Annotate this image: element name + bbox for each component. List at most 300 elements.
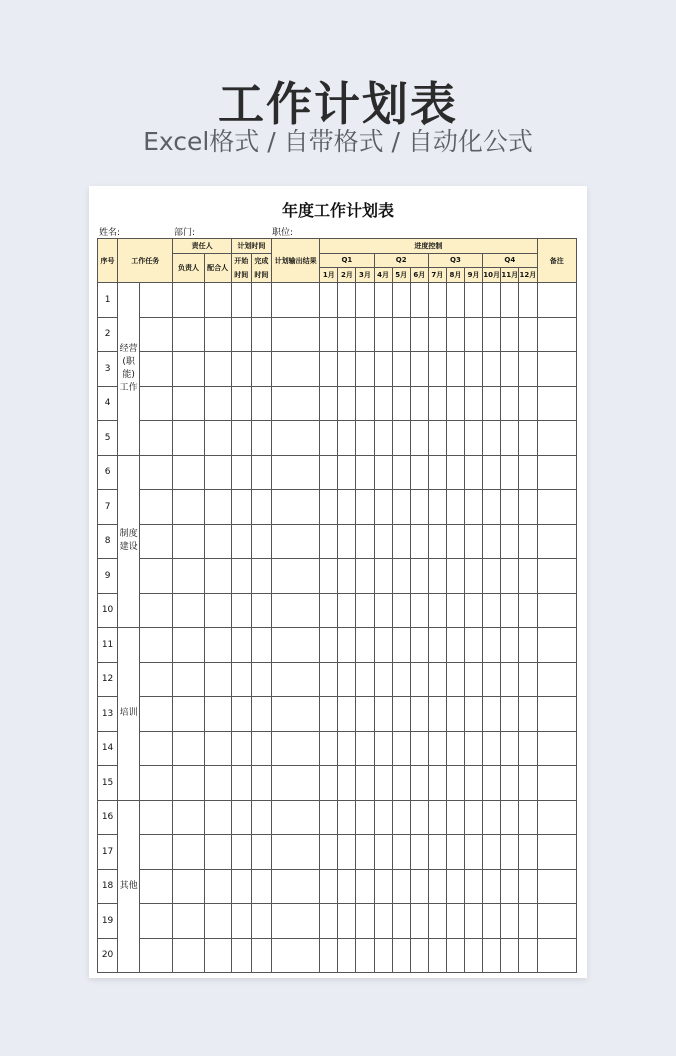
month-cell[interactable] [374, 283, 392, 318]
month-cell[interactable] [446, 628, 464, 663]
month-cell[interactable] [483, 490, 501, 525]
output-cell[interactable] [271, 662, 319, 697]
month-cell[interactable] [338, 869, 356, 904]
month-cell[interactable] [356, 835, 374, 870]
month-cell[interactable] [320, 283, 338, 318]
month-cell[interactable] [392, 455, 410, 490]
month-cell[interactable] [320, 766, 338, 801]
month-cell[interactable] [446, 869, 464, 904]
month-cell[interactable] [392, 352, 410, 387]
month-cell[interactable] [519, 800, 537, 835]
month-cell[interactable] [501, 869, 519, 904]
month-cell[interactable] [338, 559, 356, 594]
month-cell[interactable] [392, 766, 410, 801]
remark-cell[interactable] [537, 731, 576, 766]
lead-cell[interactable] [173, 352, 204, 387]
month-cell[interactable] [519, 697, 537, 732]
month-cell[interactable] [338, 593, 356, 628]
task-cell[interactable] [140, 869, 173, 904]
month-cell[interactable] [446, 766, 464, 801]
assist-cell[interactable] [204, 421, 231, 456]
task-cell[interactable] [140, 593, 173, 628]
month-cell[interactable] [410, 283, 428, 318]
task-cell[interactable] [140, 559, 173, 594]
output-cell[interactable] [271, 697, 319, 732]
lead-cell[interactable] [173, 524, 204, 559]
month-cell[interactable] [428, 524, 446, 559]
month-cell[interactable] [446, 490, 464, 525]
remark-cell[interactable] [537, 455, 576, 490]
month-cell[interactable] [374, 800, 392, 835]
month-cell[interactable] [392, 386, 410, 421]
month-cell[interactable] [465, 800, 483, 835]
month-cell[interactable] [465, 421, 483, 456]
output-cell[interactable] [271, 352, 319, 387]
month-cell[interactable] [374, 766, 392, 801]
assist-cell[interactable] [204, 662, 231, 697]
start-cell[interactable] [231, 559, 251, 594]
month-cell[interactable] [320, 731, 338, 766]
month-cell[interactable] [374, 352, 392, 387]
remark-cell[interactable] [537, 421, 576, 456]
month-cell[interactable] [519, 835, 537, 870]
assist-cell[interactable] [204, 731, 231, 766]
month-cell[interactable] [410, 800, 428, 835]
task-cell[interactable] [140, 628, 173, 663]
month-cell[interactable] [483, 662, 501, 697]
month-cell[interactable] [501, 938, 519, 973]
month-cell[interactable] [320, 421, 338, 456]
month-cell[interactable] [356, 766, 374, 801]
month-cell[interactable] [446, 455, 464, 490]
month-cell[interactable] [465, 455, 483, 490]
month-cell[interactable] [446, 697, 464, 732]
remark-cell[interactable] [537, 904, 576, 939]
month-cell[interactable] [428, 386, 446, 421]
month-cell[interactable] [356, 731, 374, 766]
month-cell[interactable] [374, 938, 392, 973]
assist-cell[interactable] [204, 559, 231, 594]
month-cell[interactable] [392, 731, 410, 766]
month-cell[interactable] [410, 869, 428, 904]
finish-cell[interactable] [251, 283, 271, 318]
month-cell[interactable] [428, 662, 446, 697]
month-cell[interactable] [519, 938, 537, 973]
month-cell[interactable] [356, 352, 374, 387]
month-cell[interactable] [465, 490, 483, 525]
month-cell[interactable] [356, 386, 374, 421]
month-cell[interactable] [410, 524, 428, 559]
month-cell[interactable] [428, 938, 446, 973]
month-cell[interactable] [519, 869, 537, 904]
month-cell[interactable] [338, 283, 356, 318]
finish-cell[interactable] [251, 835, 271, 870]
month-cell[interactable] [446, 800, 464, 835]
month-cell[interactable] [428, 559, 446, 594]
month-cell[interactable] [501, 731, 519, 766]
remark-cell[interactable] [537, 352, 576, 387]
start-cell[interactable] [231, 386, 251, 421]
lead-cell[interactable] [173, 662, 204, 697]
month-cell[interactable] [446, 593, 464, 628]
month-cell[interactable] [465, 731, 483, 766]
finish-cell[interactable] [251, 593, 271, 628]
start-cell[interactable] [231, 490, 251, 525]
month-cell[interactable] [338, 455, 356, 490]
month-cell[interactable] [483, 766, 501, 801]
finish-cell[interactable] [251, 938, 271, 973]
month-cell[interactable] [465, 352, 483, 387]
month-cell[interactable] [465, 524, 483, 559]
month-cell[interactable] [410, 317, 428, 352]
month-cell[interactable] [519, 524, 537, 559]
month-cell[interactable] [338, 662, 356, 697]
remark-cell[interactable] [537, 317, 576, 352]
month-cell[interactable] [320, 662, 338, 697]
month-cell[interactable] [519, 317, 537, 352]
month-cell[interactable] [320, 386, 338, 421]
month-cell[interactable] [519, 559, 537, 594]
month-cell[interactable] [320, 869, 338, 904]
month-cell[interactable] [338, 386, 356, 421]
month-cell[interactable] [374, 559, 392, 594]
month-cell[interactable] [446, 524, 464, 559]
month-cell[interactable] [320, 559, 338, 594]
output-cell[interactable] [271, 869, 319, 904]
month-cell[interactable] [501, 490, 519, 525]
start-cell[interactable] [231, 869, 251, 904]
month-cell[interactable] [374, 524, 392, 559]
month-cell[interactable] [483, 386, 501, 421]
output-cell[interactable] [271, 283, 319, 318]
month-cell[interactable] [356, 938, 374, 973]
month-cell[interactable] [519, 766, 537, 801]
month-cell[interactable] [410, 593, 428, 628]
month-cell[interactable] [410, 904, 428, 939]
month-cell[interactable] [483, 421, 501, 456]
month-cell[interactable] [465, 697, 483, 732]
start-cell[interactable] [231, 352, 251, 387]
finish-cell[interactable] [251, 766, 271, 801]
month-cell[interactable] [483, 938, 501, 973]
finish-cell[interactable] [251, 421, 271, 456]
month-cell[interactable] [338, 835, 356, 870]
task-cell[interactable] [140, 835, 173, 870]
month-cell[interactable] [428, 628, 446, 663]
month-cell[interactable] [465, 869, 483, 904]
month-cell[interactable] [501, 352, 519, 387]
remark-cell[interactable] [537, 490, 576, 525]
month-cell[interactable] [428, 869, 446, 904]
month-cell[interactable] [483, 835, 501, 870]
assist-cell[interactable] [204, 283, 231, 318]
month-cell[interactable] [410, 455, 428, 490]
month-cell[interactable] [338, 421, 356, 456]
finish-cell[interactable] [251, 800, 271, 835]
remark-cell[interactable] [537, 524, 576, 559]
start-cell[interactable] [231, 455, 251, 490]
month-cell[interactable] [356, 490, 374, 525]
month-cell[interactable] [356, 283, 374, 318]
month-cell[interactable] [483, 317, 501, 352]
month-cell[interactable] [374, 835, 392, 870]
month-cell[interactable] [428, 593, 446, 628]
finish-cell[interactable] [251, 317, 271, 352]
task-cell[interactable] [140, 421, 173, 456]
month-cell[interactable] [410, 386, 428, 421]
month-cell[interactable] [410, 697, 428, 732]
task-cell[interactable] [140, 938, 173, 973]
month-cell[interactable] [519, 386, 537, 421]
month-cell[interactable] [374, 455, 392, 490]
finish-cell[interactable] [251, 559, 271, 594]
start-cell[interactable] [231, 524, 251, 559]
finish-cell[interactable] [251, 697, 271, 732]
month-cell[interactable] [392, 524, 410, 559]
month-cell[interactable] [465, 593, 483, 628]
month-cell[interactable] [356, 317, 374, 352]
month-cell[interactable] [519, 662, 537, 697]
assist-cell[interactable] [204, 835, 231, 870]
month-cell[interactable] [410, 421, 428, 456]
month-cell[interactable] [374, 662, 392, 697]
start-cell[interactable] [231, 628, 251, 663]
month-cell[interactable] [320, 593, 338, 628]
month-cell[interactable] [428, 731, 446, 766]
month-cell[interactable] [519, 421, 537, 456]
finish-cell[interactable] [251, 662, 271, 697]
month-cell[interactable] [428, 490, 446, 525]
start-cell[interactable] [231, 800, 251, 835]
month-cell[interactable] [501, 386, 519, 421]
month-cell[interactable] [501, 662, 519, 697]
month-cell[interactable] [356, 455, 374, 490]
assist-cell[interactable] [204, 386, 231, 421]
month-cell[interactable] [410, 490, 428, 525]
task-cell[interactable] [140, 490, 173, 525]
assist-cell[interactable] [204, 593, 231, 628]
month-cell[interactable] [519, 628, 537, 663]
output-cell[interactable] [271, 559, 319, 594]
month-cell[interactable] [356, 697, 374, 732]
month-cell[interactable] [446, 386, 464, 421]
month-cell[interactable] [338, 317, 356, 352]
start-cell[interactable] [231, 593, 251, 628]
month-cell[interactable] [374, 628, 392, 663]
task-cell[interactable] [140, 731, 173, 766]
month-cell[interactable] [428, 421, 446, 456]
month-cell[interactable] [338, 524, 356, 559]
month-cell[interactable] [374, 490, 392, 525]
month-cell[interactable] [338, 697, 356, 732]
assist-cell[interactable] [204, 524, 231, 559]
task-cell[interactable] [140, 352, 173, 387]
month-cell[interactable] [446, 559, 464, 594]
month-cell[interactable] [465, 283, 483, 318]
month-cell[interactable] [410, 731, 428, 766]
month-cell[interactable] [320, 455, 338, 490]
lead-cell[interactable] [173, 283, 204, 318]
month-cell[interactable] [356, 524, 374, 559]
start-cell[interactable] [231, 697, 251, 732]
month-cell[interactable] [356, 628, 374, 663]
month-cell[interactable] [320, 352, 338, 387]
lead-cell[interactable] [173, 317, 204, 352]
month-cell[interactable] [483, 455, 501, 490]
month-cell[interactable] [320, 800, 338, 835]
output-cell[interactable] [271, 628, 319, 663]
lead-cell[interactable] [173, 559, 204, 594]
output-cell[interactable] [271, 317, 319, 352]
month-cell[interactable] [428, 455, 446, 490]
month-cell[interactable] [428, 352, 446, 387]
month-cell[interactable] [428, 766, 446, 801]
month-cell[interactable] [392, 938, 410, 973]
month-cell[interactable] [465, 904, 483, 939]
month-cell[interactable] [501, 421, 519, 456]
finish-cell[interactable] [251, 628, 271, 663]
month-cell[interactable] [465, 559, 483, 594]
month-cell[interactable] [392, 317, 410, 352]
month-cell[interactable] [392, 869, 410, 904]
month-cell[interactable] [338, 766, 356, 801]
month-cell[interactable] [446, 283, 464, 318]
task-cell[interactable] [140, 800, 173, 835]
month-cell[interactable] [483, 283, 501, 318]
month-cell[interactable] [410, 662, 428, 697]
month-cell[interactable] [501, 835, 519, 870]
month-cell[interactable] [320, 490, 338, 525]
start-cell[interactable] [231, 662, 251, 697]
start-cell[interactable] [231, 421, 251, 456]
month-cell[interactable] [410, 766, 428, 801]
month-cell[interactable] [338, 628, 356, 663]
assist-cell[interactable] [204, 766, 231, 801]
month-cell[interactable] [501, 628, 519, 663]
task-cell[interactable] [140, 766, 173, 801]
month-cell[interactable] [428, 835, 446, 870]
month-cell[interactable] [410, 628, 428, 663]
finish-cell[interactable] [251, 904, 271, 939]
remark-cell[interactable] [537, 662, 576, 697]
assist-cell[interactable] [204, 352, 231, 387]
output-cell[interactable] [271, 731, 319, 766]
remark-cell[interactable] [537, 938, 576, 973]
remark-cell[interactable] [537, 593, 576, 628]
finish-cell[interactable] [251, 386, 271, 421]
task-cell[interactable] [140, 283, 173, 318]
lead-cell[interactable] [173, 490, 204, 525]
finish-cell[interactable] [251, 731, 271, 766]
month-cell[interactable] [519, 731, 537, 766]
month-cell[interactable] [428, 904, 446, 939]
month-cell[interactable] [356, 800, 374, 835]
month-cell[interactable] [320, 524, 338, 559]
remark-cell[interactable] [537, 869, 576, 904]
lead-cell[interactable] [173, 593, 204, 628]
month-cell[interactable] [410, 559, 428, 594]
month-cell[interactable] [446, 904, 464, 939]
task-cell[interactable] [140, 662, 173, 697]
remark-cell[interactable] [537, 628, 576, 663]
month-cell[interactable] [483, 869, 501, 904]
month-cell[interactable] [374, 317, 392, 352]
month-cell[interactable] [519, 593, 537, 628]
output-cell[interactable] [271, 455, 319, 490]
start-cell[interactable] [231, 731, 251, 766]
month-cell[interactable] [320, 938, 338, 973]
month-cell[interactable] [392, 904, 410, 939]
month-cell[interactable] [519, 352, 537, 387]
assist-cell[interactable] [204, 628, 231, 663]
month-cell[interactable] [519, 904, 537, 939]
month-cell[interactable] [428, 283, 446, 318]
lead-cell[interactable] [173, 800, 204, 835]
month-cell[interactable] [483, 628, 501, 663]
month-cell[interactable] [428, 800, 446, 835]
month-cell[interactable] [446, 317, 464, 352]
month-cell[interactable] [374, 386, 392, 421]
month-cell[interactable] [465, 662, 483, 697]
month-cell[interactable] [374, 697, 392, 732]
output-cell[interactable] [271, 593, 319, 628]
month-cell[interactable] [320, 628, 338, 663]
assist-cell[interactable] [204, 490, 231, 525]
month-cell[interactable] [392, 283, 410, 318]
month-cell[interactable] [320, 697, 338, 732]
remark-cell[interactable] [537, 766, 576, 801]
start-cell[interactable] [231, 317, 251, 352]
month-cell[interactable] [501, 904, 519, 939]
lead-cell[interactable] [173, 628, 204, 663]
assist-cell[interactable] [204, 869, 231, 904]
month-cell[interactable] [519, 283, 537, 318]
task-cell[interactable] [140, 697, 173, 732]
output-cell[interactable] [271, 421, 319, 456]
assist-cell[interactable] [204, 938, 231, 973]
month-cell[interactable] [428, 697, 446, 732]
month-cell[interactable] [501, 697, 519, 732]
month-cell[interactable] [356, 904, 374, 939]
month-cell[interactable] [446, 352, 464, 387]
start-cell[interactable] [231, 283, 251, 318]
month-cell[interactable] [501, 455, 519, 490]
month-cell[interactable] [338, 938, 356, 973]
month-cell[interactable] [392, 835, 410, 870]
month-cell[interactable] [392, 421, 410, 456]
lead-cell[interactable] [173, 938, 204, 973]
month-cell[interactable] [465, 766, 483, 801]
output-cell[interactable] [271, 490, 319, 525]
month-cell[interactable] [392, 628, 410, 663]
month-cell[interactable] [483, 904, 501, 939]
month-cell[interactable] [338, 352, 356, 387]
task-cell[interactable] [140, 904, 173, 939]
remark-cell[interactable] [537, 800, 576, 835]
month-cell[interactable] [483, 524, 501, 559]
month-cell[interactable] [374, 731, 392, 766]
month-cell[interactable] [410, 352, 428, 387]
month-cell[interactable] [501, 317, 519, 352]
finish-cell[interactable] [251, 524, 271, 559]
month-cell[interactable] [483, 697, 501, 732]
month-cell[interactable] [374, 421, 392, 456]
start-cell[interactable] [231, 835, 251, 870]
month-cell[interactable] [446, 835, 464, 870]
lead-cell[interactable] [173, 455, 204, 490]
month-cell[interactable] [501, 559, 519, 594]
month-cell[interactable] [483, 800, 501, 835]
